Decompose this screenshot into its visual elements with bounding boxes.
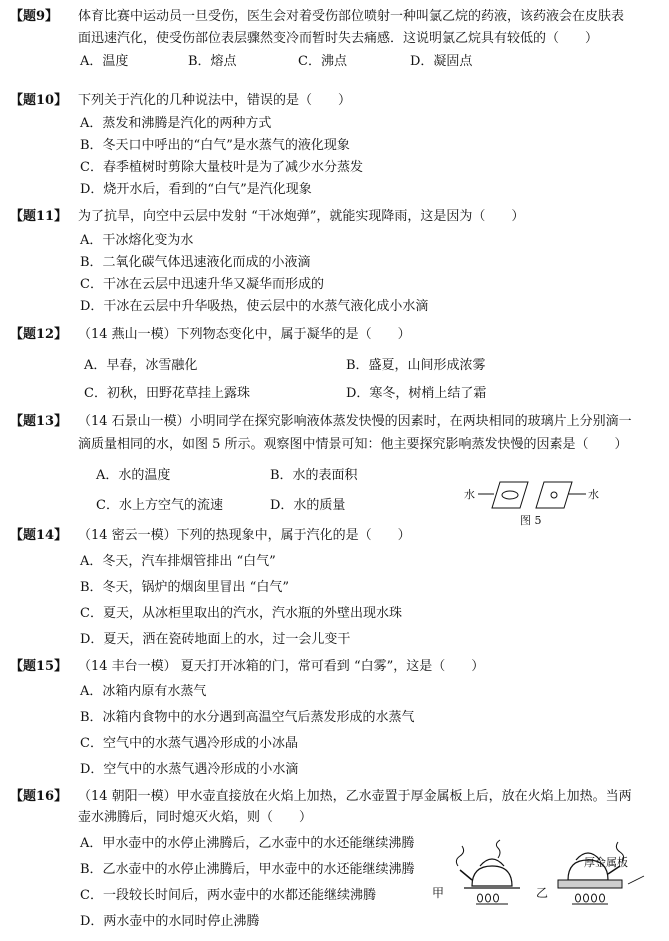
kettle-figure: [428, 836, 664, 912]
option-c: C．初秋，田野花草挂上露珠: [84, 386, 250, 401]
option-d: D．夏天，洒在瓷砖地面上的水，过一会儿变干: [80, 632, 351, 647]
option-d: D．烧开水后，看到的“白气”是汽化现象: [80, 182, 312, 197]
question-stem-line: 壶水沸腾后，同时熄灭火焰，则（ ）: [78, 810, 313, 825]
option-d: D．水的质量: [270, 498, 346, 513]
figure-label-plate: 厚金属板: [584, 856, 628, 869]
question-stem-line: （14 密云一模）下列的热现象中，属于汽化的是（ ）: [78, 528, 411, 543]
kettle-jia: [456, 840, 512, 886]
option-b: B．乙水壶中的水停止沸腾后，甲水壶中的水还能继续沸腾: [80, 862, 415, 877]
option-a: A．冰箱内原有水蒸气: [80, 684, 207, 699]
figure-label-yi: 乙: [536, 886, 549, 900]
option-c: C．干冰在云层中迅速升华又凝华而形成的: [80, 277, 324, 292]
option-a: A．早春，冰雪融化: [84, 358, 198, 373]
flame-icon: [478, 894, 499, 902]
question-tag: 【题9】: [10, 9, 59, 24]
option-d: D．凝固点: [410, 54, 473, 69]
question-stem-line: 面迅速汽化，使受伤部位表层骤然变冷而暂时失去痛感．这说明氯乙烷具有较低的（ ）: [78, 31, 599, 46]
figure-caption: 图 5: [520, 514, 542, 527]
question-stem-line: 为了抗旱，向空中云层中发射 “干冰炮弹”，就能实现降雨，这是因为（ ）: [78, 209, 525, 224]
question-tag: 【题12】: [10, 327, 68, 342]
question-stem-line: （14 石景山一模）小明同学在探究影响液体蒸发快慢的因素时，在两块相同的玻璃片上分别滴一: [78, 414, 632, 429]
option-a: A．甲水壶中的水停止沸腾后，乙水壶中的水还能继续沸腾: [80, 836, 415, 851]
question-stem-line: 体育比赛中运动员一旦受伤，医生会对着受伤部位喷射一种叫氯乙烷的药液，该药液会在皮肤表: [78, 9, 625, 24]
question-tag: 【题14】: [10, 528, 68, 543]
question-stem-line: 滴质量相同的水，如图 5 所示。观察图中情景可知：他主要探究影响蒸发快慢的因素是（ ）: [78, 437, 628, 452]
option-b: B．冰箱内食物中的水分遇到高温空气后蒸发形成的水蒸气: [80, 710, 415, 725]
question-tag: 【题16】: [10, 789, 68, 804]
option-a: A．干冰熔化变为水: [80, 233, 194, 248]
option-a: A．温度: [80, 54, 129, 69]
question-stem-line: （14 朝阳一模）甲水壶直接放在火焰上加热，乙水壶置于厚金属板上后，放在火焰上加热。当两: [78, 789, 632, 804]
option-b: B．冬天口中呼出的“白气”是水蒸气的液化现象: [80, 138, 350, 153]
question-tag: 【题10】: [10, 93, 68, 108]
plate-pointer: [628, 876, 644, 884]
flame-icon: [576, 894, 605, 902]
option-c: C．沸点: [298, 54, 347, 69]
option-c: C．夏天，从冰柜里取出的汽水，汽水瓶的外壁出现水珠: [80, 606, 402, 621]
water-drop-right: [551, 492, 557, 498]
option-d: D．两水壶中的水同时停止沸腾: [80, 914, 260, 929]
option-d: D．空气中的水蒸气遇冷形成的小水滴: [80, 762, 299, 777]
figure-label-jia: 甲: [432, 886, 445, 900]
option-c: C．水上方空气的流速: [96, 498, 223, 513]
option-c: C．空气中的水蒸气遇冷形成的小冰晶: [80, 736, 298, 751]
question-tag: 【题15】: [10, 659, 68, 674]
option-b: B．二氧化碳气体迅速液化而成的小液滴: [80, 255, 311, 270]
option-a: A．水的温度: [96, 468, 171, 483]
option-c: C．春季植树时剪除大量枝叶是为了减少水分蒸发: [80, 160, 363, 175]
metal-plate: [558, 880, 622, 888]
option-d: D．干冰在云层中升华吸热，使云层中的水蒸气液化成小水滴: [80, 299, 429, 314]
question-tag: 【题11】: [10, 209, 68, 224]
question-stem-line: 下列关于汽化的几种说法中，错误的是（ ）: [78, 93, 352, 108]
option-d: D．寒冬，树梢上结了霜: [346, 386, 487, 401]
option-b: B．水的表面积: [270, 468, 358, 483]
figure-label-left: 水: [464, 488, 475, 501]
option-b: B．熔点: [188, 54, 237, 69]
option-b: B．冬天，锅炉的烟囱里冒出 “白气”: [80, 580, 289, 595]
question-tag: 【题13】: [10, 414, 68, 429]
question-stem-line: （14 丰台一模） 夏天打开冰箱的门，常可看到 “白雾”，这是（ ）: [78, 659, 485, 674]
glass-plate-right: [536, 482, 572, 508]
question-stem-line: （14 燕山一模）下列物态变化中，属于凝华的是（ ）: [78, 327, 411, 342]
option-a: A．冬天，汽车排烟管排出 “白气”: [80, 554, 276, 569]
figure-5: [464, 478, 614, 532]
figure-label-right: 水: [588, 488, 599, 501]
option-a: A．蒸发和沸腾是汽化的两种方式: [80, 116, 272, 131]
option-b: B．盛夏，山间形成浓雾: [346, 358, 486, 373]
glass-plate-left: [492, 482, 528, 508]
option-c: C．一段较长时间后，两水壶中的水都还能继续沸腾: [80, 888, 376, 903]
water-drop-left: [502, 491, 518, 499]
